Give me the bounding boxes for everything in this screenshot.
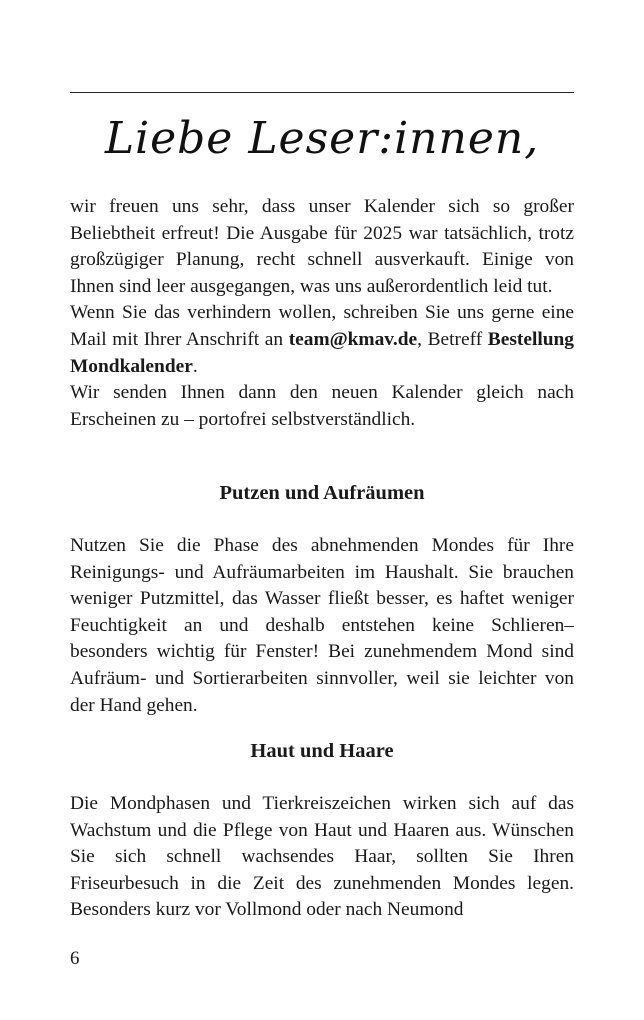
top-rule	[70, 92, 574, 93]
subject-line: Bestellung Mondkalender	[70, 328, 574, 377]
email-address: team@kmav.de	[288, 328, 418, 350]
section-text-haut	[70, 791, 574, 924]
section-paragraph-haut: Die Mondphasen und Tierkreiszeichen wirken sich auf das Wachstum und die Pflege von Haut und Haaren aus. Wünschen Sie sich schnell wachsendes Haar, sollten Sie Ihren Friseurbesuch in die Zeit des zunehmenden Mondes legen. Besonders kurz vor Vollmond oder nach Neumond	[70, 793, 574, 921]
intro-text-a: Wenn Sie das verhindern wollen, schreiben Sie uns gerne eine Mail mit Ihrer Anschrift an	[70, 302, 574, 350]
page-number: 6	[70, 948, 80, 969]
section-paragraph-putzen: Nutzen Sie die Phase des abnehmenden Mondes für Ihre Reinigungs- und Aufräumarbeiten im Haushalt. Sie brauchen weniger Putzmittel, das Wasser fließt besser, es haftet weniger Feuchtigkeit an und deshalb entstehen keine Schlieren– besonders wichtig für Fenster! Bei zunehmendem Mond sind Aufräum- und Sortierarbeiten sinnvoller, weil sie leichter von der Hand gehen.	[70, 535, 574, 716]
intro-text-c: .	[192, 355, 198, 377]
intro-paragraph-1: wir freuen uns sehr, dass unser Kalender sich so großer Beliebtheit erfreut! Die Ausgabe für 2025 war tatsächlich, trotz großzügiger Planung, recht schnell ausverkauft. Einige von Ihnen sind leer ausgegangen, was uns außerordentlich leid tut.	[70, 196, 574, 297]
intro-text-b: , Betreff	[417, 328, 488, 350]
intro-text	[70, 194, 574, 433]
section-heading-haut: Haut und Haare	[250, 740, 394, 762]
page-title: Liebe Leser:innen,	[104, 113, 540, 164]
section-heading-putzen: Putzen und Aufräumen	[219, 482, 425, 504]
section-text-putzen	[70, 533, 574, 719]
intro-paragraph-3: Wir senden Ihnen dann den neuen Kalender gleich nach Erscheinen zu – portofrei selbstverständlich.	[70, 382, 574, 430]
intro-paragraph-2	[70, 300, 574, 380]
